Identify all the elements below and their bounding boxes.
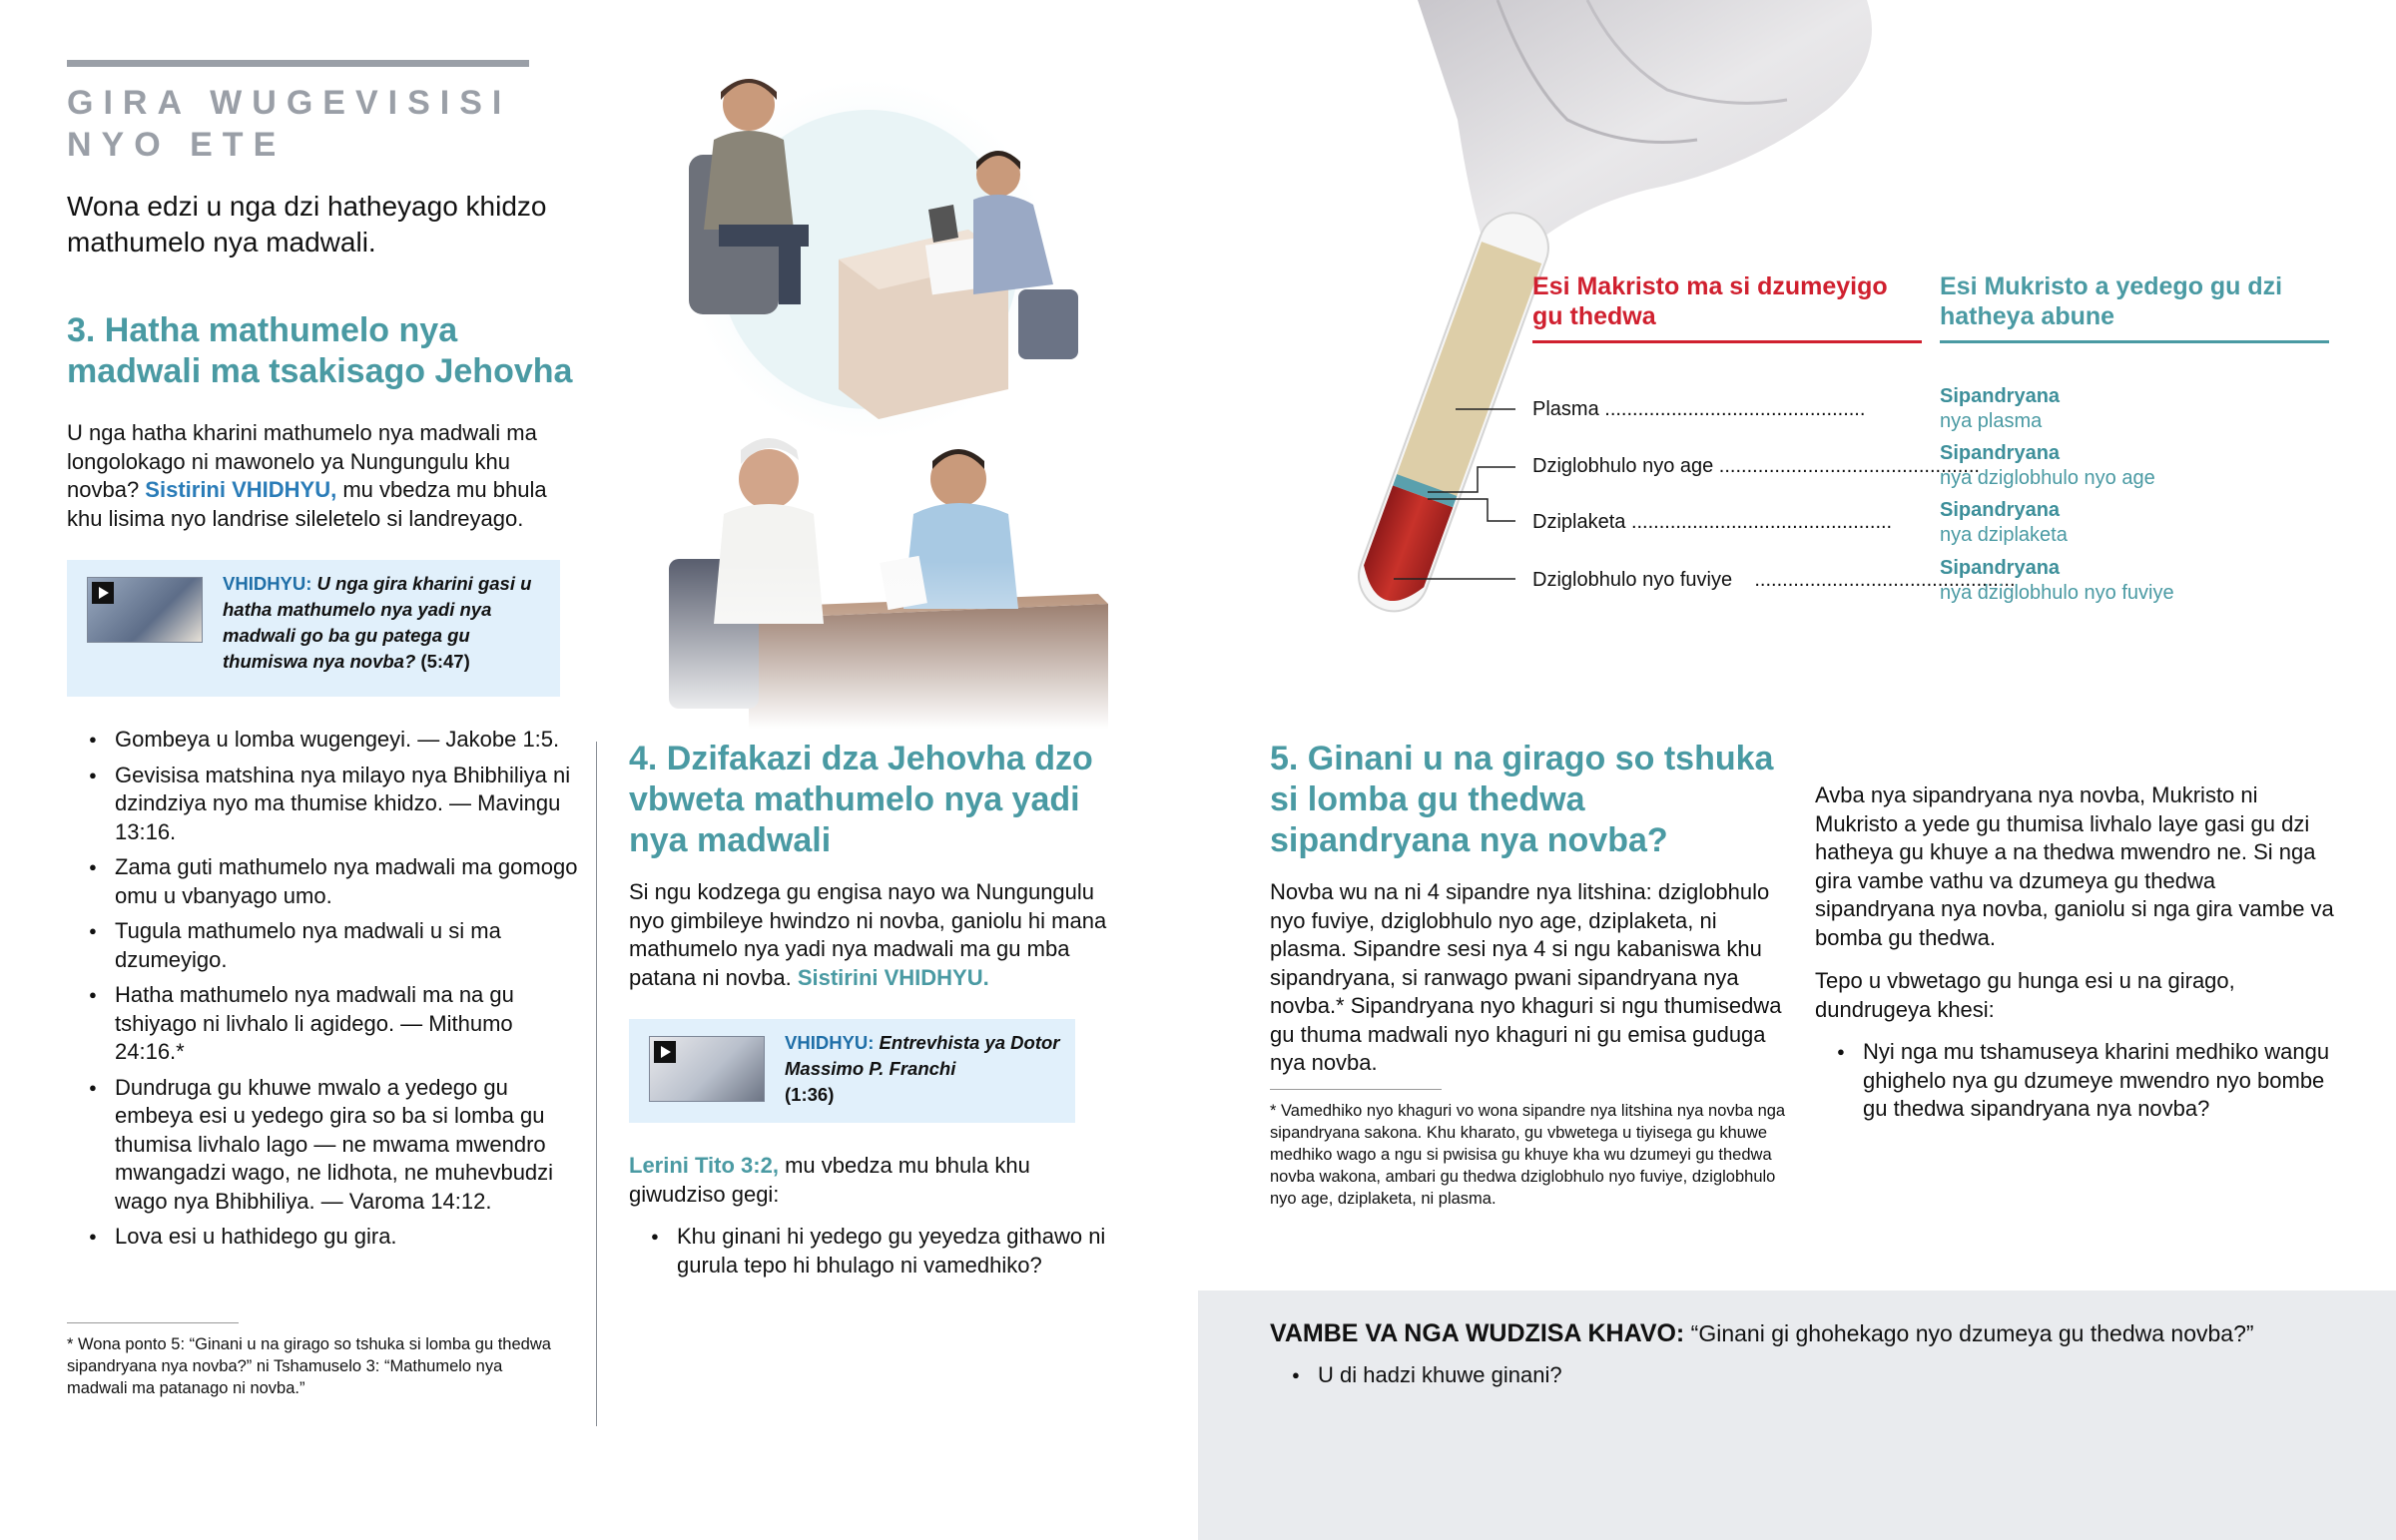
fraction-title: Sipandryana xyxy=(1940,557,2061,579)
video-1-duration: (5:47) xyxy=(415,651,470,672)
section-4-body-start: Si ngu kodzega gu engisa nayo wa Nungungulu nyo gimbileye hwindzo ni novba, ganiolu hi mana mathumelo nya yadi nya madwali ma gu mba patana ni novba. xyxy=(629,879,1107,990)
fraction-title: Sipandryana xyxy=(1940,385,2061,407)
play-icon[interactable] xyxy=(654,1041,676,1063)
section-3-body-start: U nga hatha kharini mathumelo nya madwali ma longolokago ni mawonelo ya Nungungulu khu novba? xyxy=(67,420,537,502)
column-divider xyxy=(596,742,597,1426)
list-item: ● Nyi nga mu tshamuseya kharini medhiko wangu ghighelo nya gu dzumeye mwendro nyo bombe gu thedwa sipandryana nya novba? xyxy=(1815,1038,2334,1124)
section-5-body-2: Avba nya sipandryana nya novba, Mukristo ni Mukristo a yede gu thumisa livhalo laye gasi gu dzi hatheya gu khuye a na thedwa mwendro ne. Si nga gira vambe vathu va dzumeya gu thedwa sipandryana nya novba, ganiolu si nga gira vambe va bomba gu thedwa. xyxy=(1815,782,2334,950)
others-ask-label: VAMBE VA NGA WUDZISA KHAVO: xyxy=(1270,1319,1685,1347)
component-label: Dziglobhulo nyo age xyxy=(1532,455,1714,477)
section-4-read-rest: mu vbedza mu bhula khu giwudziso gegi: xyxy=(629,1153,1030,1207)
video-2-caption xyxy=(785,1030,1064,1108)
component-label: Dziplaketa xyxy=(1532,511,1626,533)
fraction-sub: nya dziplaketa xyxy=(1940,524,2068,546)
list-item: ● Lova esi u hathidego gu gira. xyxy=(67,1223,586,1252)
others-ask-bullets xyxy=(1270,1361,2268,1397)
section-4-body xyxy=(629,878,1128,992)
video-1-title: U nga gira kharini gasi u hatha mathumelo nya yadi nya madwali go ba gu patega gu thumiswa nya novba? xyxy=(223,573,532,672)
section-3-video-link[interactable]: Sistirini VHIDHYU, xyxy=(145,477,337,502)
video-thumbnail-1[interactable] xyxy=(87,577,203,643)
video-thumbnail-2[interactable] xyxy=(649,1036,765,1102)
fraction-item xyxy=(1940,498,2359,548)
video-2-duration: (1:36) xyxy=(785,1084,835,1105)
footnote-rule-1 xyxy=(67,1322,239,1323)
fraction-item xyxy=(1940,384,2359,434)
section-3-body xyxy=(67,419,586,533)
fraction-title: Sipandryana xyxy=(1940,442,2061,464)
fraction-sub: nya dziglobhulo nyo age xyxy=(1940,467,2155,489)
fraction-item xyxy=(1940,556,2359,606)
video-box-1[interactable] xyxy=(67,560,560,697)
section-4-video-link[interactable]: Sistirini VHIDHYU. xyxy=(797,964,989,990)
kicker-line-1: GIRA WUGEVISISI xyxy=(67,84,512,122)
footnote-2: * Vamedhiko nyo khaguri vo wona sipandre nya litshina nya novba nga sipandryana sakona. Khu kharato, gu vbwetega u tiyisega gu khuwe medhiko wago a ngu si pwisisa gu khuye kha wu dzumeyi gu thedwa novba wakona, ambari gu thedwa dziglobhulo nyo fuviye, dziglobhulo nyo age, dziplaketa, ni plasma. xyxy=(1270,1102,1786,1208)
list-item: ● U di hadzi khuwe ginani? xyxy=(1270,1361,2268,1390)
scripture-link[interactable]: Lerini Tito 3:2, xyxy=(629,1153,779,1178)
list-item: ● Gombeya u lomba wugengeyi. — Jakobe 1:5. xyxy=(67,726,586,755)
component-row-plasma: Plasma ............................................... xyxy=(1532,398,1866,420)
conscience-column-rule xyxy=(1940,340,2329,343)
section-4-bullets xyxy=(629,1223,1128,1286)
conscience-column-title: Esi Mukristo a yedego gu dzi hatheya abune xyxy=(1940,272,2283,330)
section-5-bullets xyxy=(1815,1038,2334,1131)
fraction-item xyxy=(1940,441,2359,491)
fraction-title: Sipandryana xyxy=(1940,499,2061,521)
section-3-title: 3. Hatha mathumelo nya madwali ma tsakisago Jehovha xyxy=(67,311,573,390)
play-icon[interactable] xyxy=(92,582,114,604)
intro-text: Wona edzi u nga dzi hatheyago khidzo mathumelo nya madwali. xyxy=(67,191,547,257)
forbidden-column-rule xyxy=(1532,340,1922,343)
list-item: ● Khu ginani hi yedego gu yeyedza githawo ni gurula tepo hi bhulago ni vamedhiko? xyxy=(629,1223,1128,1280)
forbidden-column-title: Esi Makristo ma si dzumeyigo gu thedwa xyxy=(1532,272,1888,330)
footnote-1: * Wona ponto 5: “Ginani u na girago so tshuka si lomba gu thedwa sipandryana nya novba?” ni Tshamuselo 3: “Mathumelo nya madwali ma patanago ni novba.” xyxy=(67,1335,551,1397)
video-2-label: VHIDHYU: xyxy=(785,1032,875,1053)
kicker-line-2: NYO ETE xyxy=(67,126,287,164)
section-4-title: 4. Dzifakazi dza Jehovha dzo vbweta mathumelo nya yadi nya madwali xyxy=(629,740,1093,859)
component-row-platelets: Dziplaketa ............................................... xyxy=(1532,511,1893,533)
fraction-sub: nya dziglobhulo nyo fuviye xyxy=(1940,582,2174,604)
video-2-title: Entrevhista ya Dotor Massimo P. Franchi xyxy=(785,1032,1060,1079)
section-3-body-end: mu vbedza mu bhula khu lisima nyo landrise sileletelo si landreyago. xyxy=(67,477,547,531)
component-label: Dziglobhulo nyo fuviye xyxy=(1532,569,1733,591)
component-row-white-cells: Dziglobhulo nyo age ............................................... xyxy=(1532,455,1980,477)
list-item: ● Zama guti mathumelo nya madwali ma gomogo omu u vbanyago umo. xyxy=(67,853,586,910)
top-rule xyxy=(67,60,529,67)
footnote-rule-2 xyxy=(1270,1089,1442,1090)
section-3-bullets xyxy=(67,726,586,1259)
component-row-red-cells: Dziglobhulo nyo fuviye ............................................... xyxy=(1532,569,2016,591)
list-item: ● Dundruga gu khuwe mwalo a yedego gu embeya esi u yedego gira so ba si lomba gu thumisa livhalo lago — ne mwama mwendro mwangadzi wago, ne lidhota, ne muhevbudzi wago nya Bhibhiliya. — Varoma 14:12. xyxy=(67,1074,586,1217)
others-ask-text: “Ginani gi ghohekago nyo dzumeya gu thedwa novba?” xyxy=(1684,1320,2254,1346)
list-item: ● Tugula mathumelo nya madwali u si ma dzumeyigo. xyxy=(67,917,586,974)
video-1-caption xyxy=(223,571,532,675)
kicker-heading xyxy=(67,82,566,166)
fraction-sub: nya plasma xyxy=(1940,410,2043,432)
video-1-label: VHIDHYU: xyxy=(223,573,312,594)
consultation-illustration xyxy=(629,60,1108,729)
list-item: ● Hatha mathumelo nya madwali ma na gu tshiyago ni livhalo li agidego. — Mithumo 24:16.* xyxy=(67,981,586,1067)
component-label: Plasma xyxy=(1532,398,1599,420)
section-5-body: Novba wu na ni 4 sipandre nya litshina: dziglobhulo nyo fuviye, dziglobhulo nyo age, dziplaketa, ni plasma. Sipandre sesi nya 4 si ngu kabaniswa khu sipandryana, si ranwago pwani sipandryana nya novba.* Sipandryana nyo khaguri si ngu thumisedwa gu thuma madwali nyo khaguri ni gu emisa guduga nya novba. xyxy=(1270,879,1782,1075)
section-4-read-prompt xyxy=(629,1152,1128,1209)
list-item: ● Gevisisa matshina nya milayo nya Bhibhiliya ni dzindziya nyo ma thumise khidzo. — Mavingu 13:16. xyxy=(67,762,586,847)
video-box-2[interactable] xyxy=(629,1019,1075,1123)
section-5-body-3: Tepo u vbwetago gu hunga esi u na girago, dundrugeya khesi: xyxy=(1815,968,2235,1022)
others-ask-question xyxy=(1270,1317,2368,1349)
section-5-title: 5. Ginani u na girago so tshuka si lomba gu thedwa sipandryana nya novba? xyxy=(1270,740,1774,859)
